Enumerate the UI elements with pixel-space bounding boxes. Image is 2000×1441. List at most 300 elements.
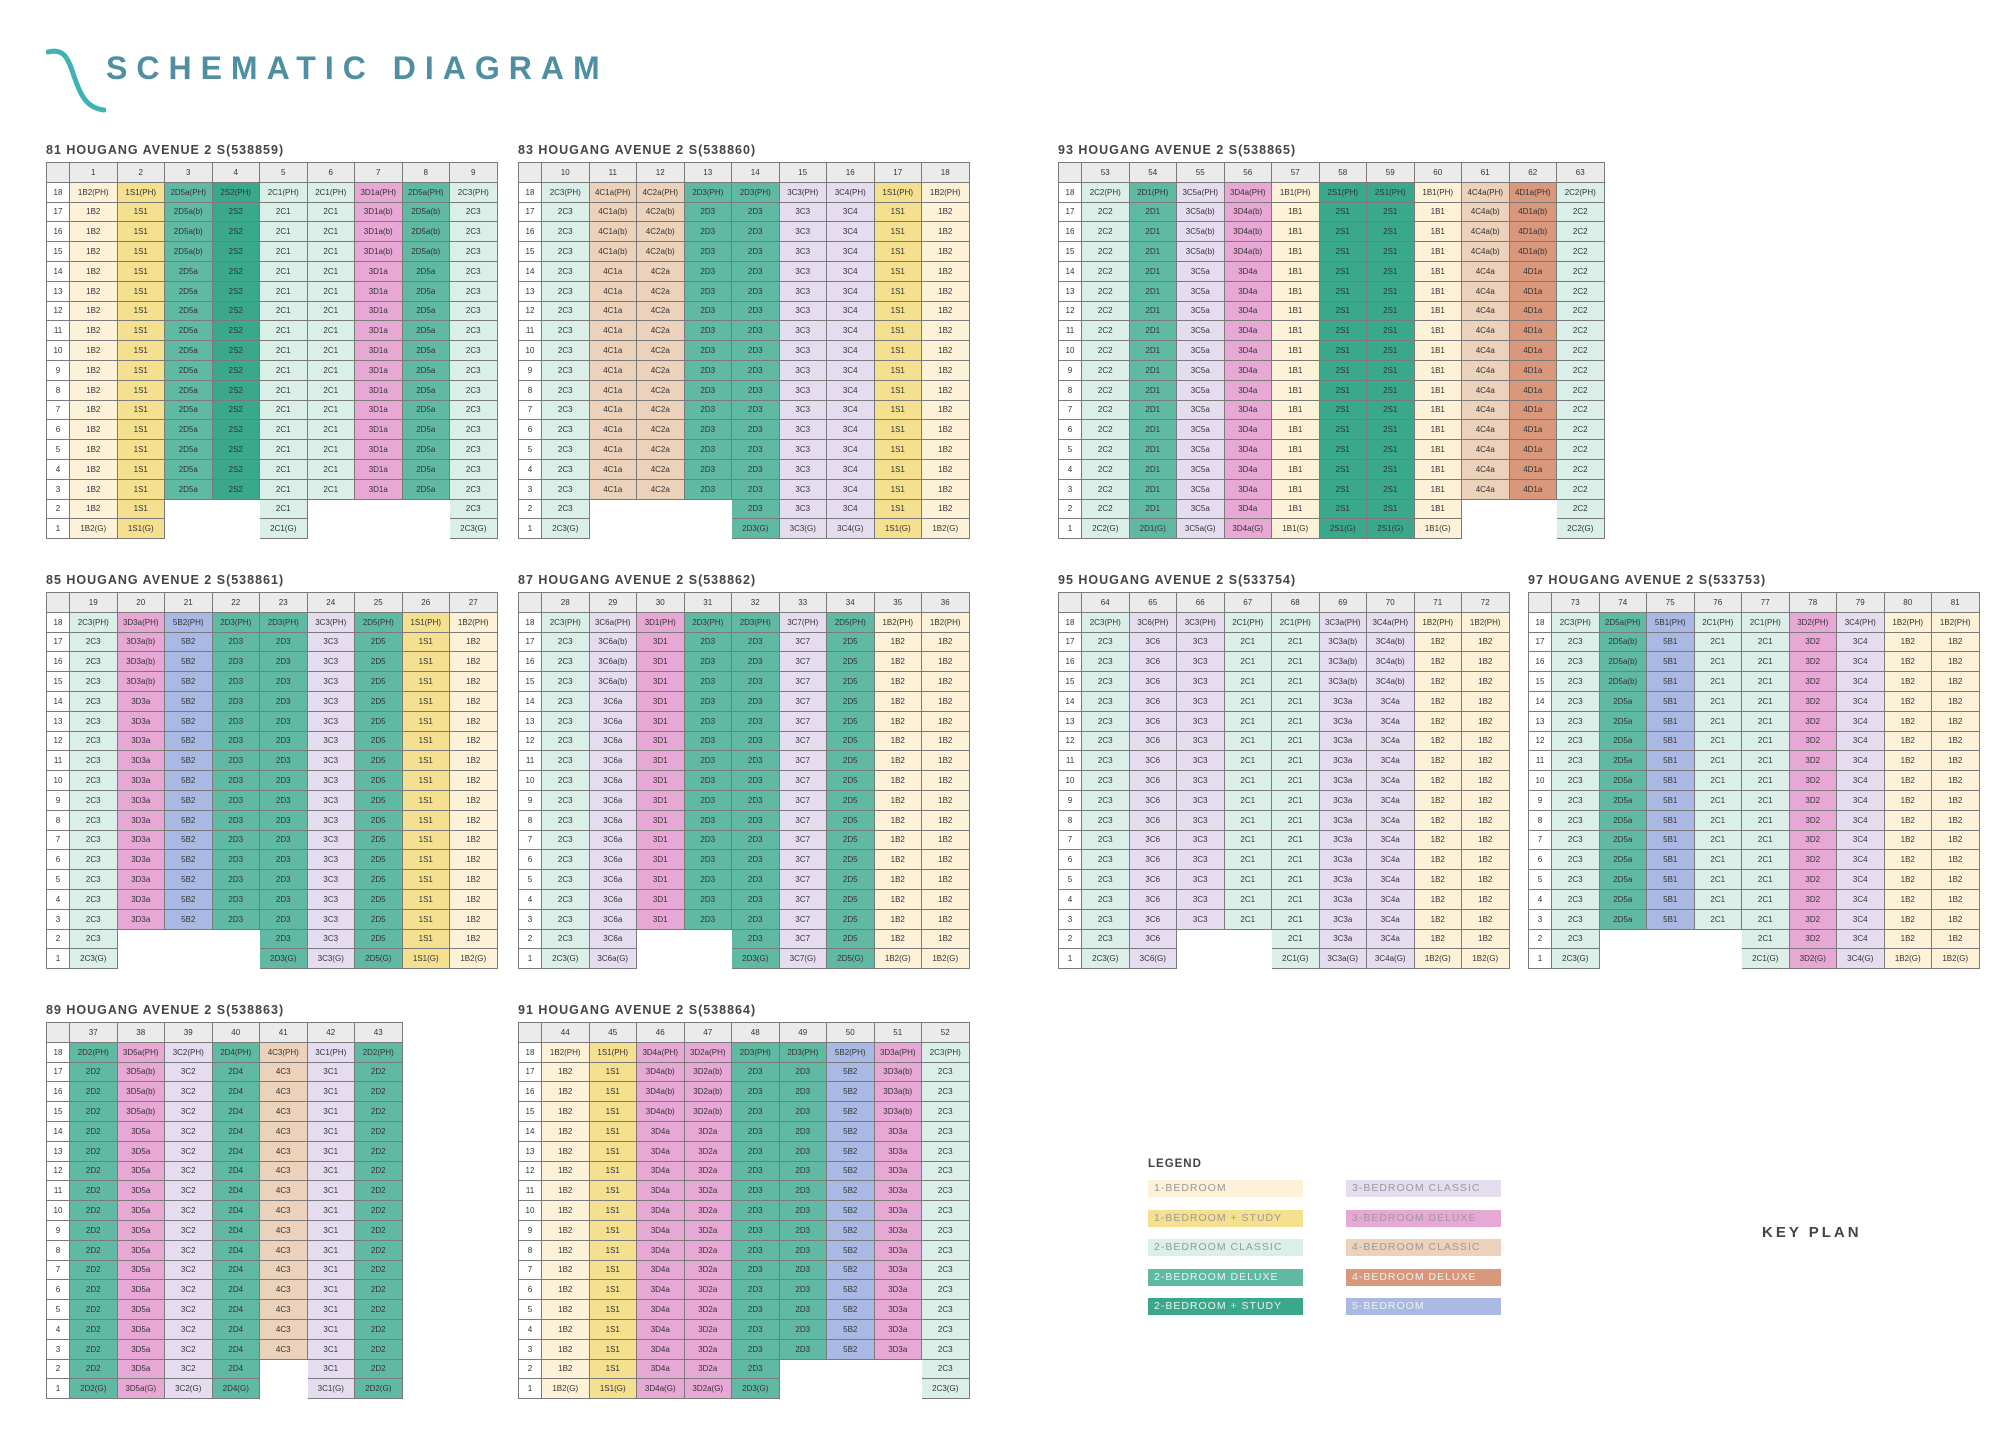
- floor-number: 17: [47, 632, 70, 652]
- unit-cell: 3C4: [827, 202, 875, 222]
- unit-grid: [518, 1022, 970, 1399]
- unit-cell: 2D3: [260, 711, 308, 731]
- unit-cell: 2C3: [1082, 711, 1130, 731]
- unit-cell: 1B2: [1462, 632, 1510, 652]
- unit-cell: 1B2: [1884, 830, 1932, 850]
- unit-cell: 1B2: [922, 771, 970, 791]
- unit-cell: 2D3: [684, 261, 732, 281]
- unit-cell: 1B2: [1932, 711, 1980, 731]
- unit-cell: 2D2: [70, 1319, 118, 1339]
- unit-cell: 2D2: [70, 1359, 118, 1379]
- floor-number: 16: [47, 222, 70, 242]
- unit-cell: 2S1: [1319, 222, 1367, 242]
- unit-cell: 2D5a: [165, 440, 213, 460]
- floor-number: 5: [1059, 870, 1082, 890]
- floor-number: 4: [519, 1319, 542, 1339]
- unit-cell: 3D1: [637, 652, 685, 672]
- floor-row: [47, 380, 498, 400]
- unit-cell: 2D1: [1129, 360, 1177, 380]
- stack-number: 75: [1647, 593, 1695, 613]
- unit-cell: 2C3: [1552, 810, 1600, 830]
- unit-cell: 2D4: [212, 1102, 260, 1122]
- unit-cell: 3C4a: [1367, 909, 1415, 929]
- unit-cell: 1B2: [922, 672, 970, 692]
- floor-row: [519, 400, 970, 420]
- unit-cell: 3D5a(b): [117, 1062, 165, 1082]
- unit-cell: 2D5a: [402, 459, 450, 479]
- unit-cell: [1694, 949, 1742, 969]
- unit-cell: 2D3(PH): [779, 1042, 827, 1062]
- unit-cell: 3C6: [1129, 929, 1177, 949]
- unit-cell: 3C3a: [1319, 870, 1367, 890]
- unit-cell: 3C4: [1837, 929, 1885, 949]
- unit-cell: 1B2: [1932, 929, 1980, 949]
- unit-cell: 2D3: [684, 751, 732, 771]
- unit-cell: 3C1: [307, 1220, 355, 1240]
- unit-cell: 3D4a: [1224, 301, 1272, 321]
- floor-number: 1: [47, 519, 70, 539]
- unit-cell: 2C3: [922, 1359, 970, 1379]
- unit-cell: 2D5a(b): [402, 222, 450, 242]
- unit-cell: 1B2: [1884, 889, 1932, 909]
- unit-cell: 2D1: [1129, 400, 1177, 420]
- unit-cell: 3D2a: [684, 1260, 732, 1280]
- unit-cell: 3C3: [307, 830, 355, 850]
- stack-number: 35: [874, 593, 922, 613]
- unit-cell: 5B1: [1647, 691, 1695, 711]
- unit-cell: 2D5a: [1599, 731, 1647, 751]
- unit-cell: 1B2: [450, 810, 498, 830]
- unit-cell: 1S1(PH): [589, 1042, 637, 1062]
- unit-cell: 3C5a: [1177, 281, 1225, 301]
- unit-cell: 1B2: [70, 380, 118, 400]
- unit-cell: 2C3(PH): [1552, 612, 1600, 632]
- unit-cell: 1S1: [874, 281, 922, 301]
- unit-cell: 3D2a(G): [684, 1379, 732, 1399]
- unit-cell: 4C1a: [589, 301, 637, 321]
- unit-cell: 2D3: [732, 321, 780, 341]
- unit-cell: 1S1: [402, 870, 450, 890]
- unit-cell: 2D3: [732, 909, 780, 929]
- unit-cell: 3D2a: [684, 1181, 732, 1201]
- unit-cell: 3D4a: [637, 1319, 685, 1339]
- unit-cell: 5B2: [165, 711, 213, 731]
- unit-cell: 3D3a: [874, 1300, 922, 1320]
- floor-row: [1059, 790, 1510, 810]
- stack-number: 11: [589, 163, 637, 183]
- floor-number: 10: [519, 341, 542, 361]
- unit-cell: 2S1: [1367, 400, 1415, 420]
- floor-row: [519, 672, 970, 692]
- unit-cell: 3C4: [1837, 652, 1885, 672]
- floor-number: 2: [1059, 499, 1082, 519]
- unit-cell: 2D3: [212, 751, 260, 771]
- unit-cell: 3C4a: [1367, 731, 1415, 751]
- unit-cell: 3C7: [779, 870, 827, 890]
- floor-number: 3: [519, 909, 542, 929]
- unit-cell: 2C3: [1552, 751, 1600, 771]
- floor-row: [1059, 222, 1605, 242]
- stack-number: 48: [732, 1023, 780, 1043]
- unit-cell: 2C2: [1082, 459, 1130, 479]
- unit-cell: 2D3: [684, 672, 732, 692]
- unit-cell: 2D5a(PH): [165, 182, 213, 202]
- unit-cell: 2D3(PH): [684, 182, 732, 202]
- unit-cell: 1B2: [542, 1319, 590, 1339]
- unit-cell: 2D3: [684, 420, 732, 440]
- unit-cell: 2D5a: [165, 301, 213, 321]
- floor-number: 9: [519, 1220, 542, 1240]
- unit-cell: 2C3: [70, 850, 118, 870]
- unit-cell: 2C3: [922, 1220, 970, 1240]
- unit-cell: 2C3: [542, 420, 590, 440]
- unit-cell: 5B1: [1647, 672, 1695, 692]
- unit-cell: 3D2a(b): [684, 1082, 732, 1102]
- unit-cell: 2C1: [307, 380, 355, 400]
- unit-cell: 2D3: [732, 479, 780, 499]
- legend-item-4d: 4-BEDROOM DELUXE: [1346, 1269, 1501, 1286]
- legend-item-1s: 1-BEDROOM + STUDY: [1148, 1210, 1303, 1227]
- stack-number: 29: [589, 593, 637, 613]
- unit-cell: 1S1: [117, 281, 165, 301]
- stack-number: 61: [1462, 163, 1510, 183]
- unit-cell: 1B2: [1932, 771, 1980, 791]
- unit-cell: 3D2: [1789, 790, 1837, 810]
- unit-cell: 1B2: [922, 889, 970, 909]
- unit-cell: 1S1: [589, 1082, 637, 1102]
- floor-number: 16: [519, 222, 542, 242]
- unit-cell: 3C1: [307, 1260, 355, 1280]
- unit-cell: 2D3: [732, 380, 780, 400]
- block-97: [1528, 572, 1980, 969]
- stack-header-row: [519, 163, 970, 183]
- unit-cell: 1S1: [117, 400, 165, 420]
- unit-cell: 2C1: [1742, 691, 1790, 711]
- unit-cell: 1B2: [542, 1161, 590, 1181]
- unit-cell: 2S1: [1367, 440, 1415, 460]
- unit-cell: 3C1: [307, 1240, 355, 1260]
- unit-cell: 2C3: [1082, 929, 1130, 949]
- unit-cell: 2D3: [732, 1240, 780, 1260]
- floor-number: 1: [519, 519, 542, 539]
- unit-cell: 2S1: [1367, 380, 1415, 400]
- unit-cell: 1B2(PH): [1414, 612, 1462, 632]
- unit-cell: 3D3a: [117, 830, 165, 850]
- unit-cell: [212, 499, 260, 519]
- unit-cell: 1B2: [1462, 810, 1510, 830]
- unit-cell: 3C4: [1837, 751, 1885, 771]
- unit-cell: 2D3: [732, 420, 780, 440]
- floor-number: 16: [1529, 652, 1552, 672]
- unit-cell: 1S1: [117, 202, 165, 222]
- floor-number: 15: [519, 1102, 542, 1122]
- unit-cell: 4C1a: [589, 281, 637, 301]
- unit-cell: [684, 929, 732, 949]
- unit-cell: 2C1: [260, 479, 308, 499]
- floor-row: [519, 420, 970, 440]
- floor-row: [1059, 632, 1510, 652]
- unit-cell: 2D3: [779, 1260, 827, 1280]
- stack-number: 25: [355, 593, 403, 613]
- unit-cell: 1B2: [1414, 790, 1462, 810]
- unit-cell: 2D1(G): [1129, 519, 1177, 539]
- unit-cell: 3D3a: [874, 1319, 922, 1339]
- unit-cell: 5B1: [1647, 870, 1695, 890]
- unit-cell: 4C4a: [1462, 479, 1510, 499]
- unit-cell: 2C3(G): [70, 949, 118, 969]
- unit-cell: 3C4: [1837, 691, 1885, 711]
- unit-cell: 4C2a: [637, 420, 685, 440]
- unit-cell: 3D2: [1789, 672, 1837, 692]
- unit-cell: 2D1: [1129, 459, 1177, 479]
- unit-cell: 3C3: [307, 889, 355, 909]
- floor-row: [519, 731, 970, 751]
- unit-cell: 4D1a(b): [1509, 222, 1557, 242]
- floor-number: 7: [47, 830, 70, 850]
- unit-cell: 2S1: [1367, 479, 1415, 499]
- unit-cell: 2C3: [450, 459, 498, 479]
- floor-number: 14: [1529, 691, 1552, 711]
- floor-number: 7: [1529, 830, 1552, 850]
- stack-number: 14: [732, 163, 780, 183]
- unit-cell: 2S1: [1367, 459, 1415, 479]
- unit-cell: 3C2: [165, 1121, 213, 1141]
- unit-cell: 5B2: [827, 1082, 875, 1102]
- unit-cell: 3D5a(G): [117, 1379, 165, 1399]
- unit-cell: 2D3: [732, 341, 780, 361]
- unit-cell: 2D5a(b): [402, 242, 450, 262]
- floor-number: 3: [1059, 479, 1082, 499]
- unit-cell: 3C1: [307, 1359, 355, 1379]
- floor-row: [519, 1240, 970, 1260]
- unit-cell: 4C2a: [637, 341, 685, 361]
- unit-cell: 2D3: [684, 830, 732, 850]
- floor-row: [519, 870, 970, 890]
- unit-cell: 4C3: [260, 1161, 308, 1181]
- unit-cell: 2C1: [1742, 632, 1790, 652]
- unit-cell: 2C1: [307, 479, 355, 499]
- unit-cell: 2S1: [1367, 222, 1415, 242]
- unit-cell: 3C3a: [1319, 929, 1367, 949]
- unit-cell: 2D5a(PH): [402, 182, 450, 202]
- unit-cell: 4C3: [260, 1280, 308, 1300]
- unit-cell: 1B2: [450, 870, 498, 890]
- unit-cell: 1B2: [70, 459, 118, 479]
- unit-cell: 2C3: [1552, 830, 1600, 850]
- unit-cell: 2D2: [355, 1082, 403, 1102]
- unit-cell: 1B2: [450, 691, 498, 711]
- unit-cell: 3C3: [307, 850, 355, 870]
- floor-row: [1059, 830, 1510, 850]
- unit-cell: 2D5: [355, 850, 403, 870]
- unit-cell: 1S1: [402, 632, 450, 652]
- block-title: 89 HOUGANG AVENUE 2 S(538863): [46, 1003, 285, 1017]
- unit-cell: 3C3: [1177, 691, 1225, 711]
- unit-cell: 2S1: [1367, 281, 1415, 301]
- unit-cell: 3D4a(b): [637, 1062, 685, 1082]
- unit-cell: 3D1a: [355, 420, 403, 440]
- unit-cell: 2C1: [1694, 731, 1742, 751]
- unit-cell: 1B2(PH): [1884, 612, 1932, 632]
- unit-cell: 3C4: [1837, 830, 1885, 850]
- unit-cell: 1S1: [117, 420, 165, 440]
- unit-cell: 3C7: [779, 889, 827, 909]
- unit-cell: 2D2: [355, 1300, 403, 1320]
- unit-cell: 2C1: [1224, 771, 1272, 791]
- unit-cell: 2S2: [212, 261, 260, 281]
- unit-cell: 2S1: [1367, 341, 1415, 361]
- unit-cell: 2D5: [355, 711, 403, 731]
- unit-cell: [307, 499, 355, 519]
- unit-cell: 2C3: [922, 1201, 970, 1221]
- unit-cell: 4C3: [260, 1240, 308, 1260]
- unit-cell: 2D5a(PH): [1599, 612, 1647, 632]
- unit-cell: 1B2(PH): [1462, 612, 1510, 632]
- unit-cell: 1S1: [874, 202, 922, 222]
- floor-number: 5: [519, 440, 542, 460]
- unit-cell: 3D5a: [117, 1240, 165, 1260]
- unit-cell: 2D2: [70, 1181, 118, 1201]
- unit-cell: 1B2: [1462, 929, 1510, 949]
- unit-cell: 1B2: [874, 830, 922, 850]
- unit-cell: 3C3a: [1319, 909, 1367, 929]
- unit-cell: 2D3: [684, 889, 732, 909]
- unit-cell: 2C1: [307, 301, 355, 321]
- unit-cell: [684, 519, 732, 539]
- floor-number: 5: [1059, 440, 1082, 460]
- unit-cell: 1B1: [1272, 479, 1320, 499]
- unit-cell: 2D3: [779, 1201, 827, 1221]
- unit-cell: 3C4a: [1367, 870, 1415, 890]
- unit-cell: 1S1: [874, 222, 922, 242]
- unit-cell: 2D5: [827, 790, 875, 810]
- unit-cell: 2D4: [212, 1121, 260, 1141]
- unit-cell: 1S1: [874, 420, 922, 440]
- unit-cell: 2S1(G): [1367, 519, 1415, 539]
- unit-cell: 4C1a: [589, 420, 637, 440]
- unit-cell: 3D1: [637, 632, 685, 652]
- unit-cell: 1B2: [70, 400, 118, 420]
- unit-cell: 2C3: [70, 672, 118, 692]
- stack-number: 8: [402, 163, 450, 183]
- unit-cell: 2C2: [1557, 222, 1605, 242]
- unit-cell: 2D3: [684, 281, 732, 301]
- unit-cell: 2C1: [307, 400, 355, 420]
- unit-cell: [260, 1359, 308, 1379]
- unit-cell: 1S1: [589, 1121, 637, 1141]
- unit-cell: 3C1: [307, 1181, 355, 1201]
- unit-cell: 2S1: [1319, 242, 1367, 262]
- unit-cell: 4C4a(PH): [1462, 182, 1510, 202]
- floor-number: 8: [519, 380, 542, 400]
- unit-cell: 2C1: [1224, 830, 1272, 850]
- floor-row: [519, 479, 970, 499]
- unit-cell: 2D5a: [402, 341, 450, 361]
- floor-number: 17: [1059, 202, 1082, 222]
- unit-cell: 2D3(G): [260, 949, 308, 969]
- unit-cell: 3D2: [1789, 751, 1837, 771]
- unit-cell: 2C1: [260, 440, 308, 460]
- floor-number: 2: [519, 499, 542, 519]
- unit-cell: 1B2: [1884, 909, 1932, 929]
- floor-row: [47, 1161, 403, 1181]
- unit-cell: 1S1: [117, 380, 165, 400]
- unit-cell: 2C1: [260, 321, 308, 341]
- floor-row: [1059, 420, 1605, 440]
- unit-cell: 2D3: [212, 652, 260, 672]
- unit-cell: 5B2: [165, 672, 213, 692]
- floor-number: 17: [519, 202, 542, 222]
- unit-cell: 1B2(G): [70, 519, 118, 539]
- floor-number: 12: [519, 301, 542, 321]
- unit-cell: 2C3: [542, 479, 590, 499]
- unit-cell: 3D5a: [117, 1260, 165, 1280]
- floor-number: 17: [1059, 632, 1082, 652]
- unit-cell: 1B2(PH): [450, 612, 498, 632]
- unit-cell: 2C3: [542, 281, 590, 301]
- unit-cell: 3C2: [165, 1161, 213, 1181]
- unit-cell: 2C2: [1557, 420, 1605, 440]
- unit-cell: 3C4: [1837, 790, 1885, 810]
- unit-cell: 1B1: [1272, 440, 1320, 460]
- unit-cell: 3C7: [779, 909, 827, 929]
- unit-cell: 3C3: [779, 459, 827, 479]
- floor-number: 13: [519, 281, 542, 301]
- floor-number: 9: [47, 790, 70, 810]
- stack-number: 52: [922, 1023, 970, 1043]
- unit-cell: 2D4: [212, 1082, 260, 1102]
- unit-cell: 2D3: [684, 360, 732, 380]
- unit-cell: 1B2: [1884, 870, 1932, 890]
- unit-cell: 2C1: [1694, 790, 1742, 810]
- unit-cell: 1B2: [874, 672, 922, 692]
- unit-cell: 3D3a: [874, 1240, 922, 1260]
- unit-cell: 2C3: [542, 301, 590, 321]
- unit-cell: 4D1a: [1509, 459, 1557, 479]
- unit-cell: [779, 1359, 827, 1379]
- unit-cell: 3C6(G): [1129, 949, 1177, 969]
- floor-number: 4: [47, 459, 70, 479]
- unit-cell: 2C1: [260, 499, 308, 519]
- unit-cell: 5B2: [165, 790, 213, 810]
- stack-number: 36: [922, 593, 970, 613]
- unit-cell: 4C4a(b): [1462, 242, 1510, 262]
- unit-cell: 1S1: [589, 1181, 637, 1201]
- unit-cell: 3C1: [307, 1082, 355, 1102]
- unit-cell: 2D3: [260, 909, 308, 929]
- unit-cell: 2C3: [450, 499, 498, 519]
- unit-cell: 3C3(PH): [307, 612, 355, 632]
- unit-cell: 2C3: [542, 672, 590, 692]
- unit-cell: 5B1(PH): [1647, 612, 1695, 632]
- unit-cell: 2C1: [1694, 810, 1742, 830]
- unit-cell: 4C2a(b): [637, 202, 685, 222]
- stack-number: 18: [922, 163, 970, 183]
- unit-cell: 2C1: [1694, 632, 1742, 652]
- unit-cell: 2S1: [1319, 400, 1367, 420]
- unit-cell: 4D1a: [1509, 479, 1557, 499]
- unit-cell: 2D3: [684, 321, 732, 341]
- unit-cell: 1S1: [117, 479, 165, 499]
- unit-cell: 2D3: [684, 459, 732, 479]
- unit-cell: 2C3: [542, 909, 590, 929]
- unit-cell: 1B2: [1884, 672, 1932, 692]
- floor-row: [47, 949, 498, 969]
- unit-cell: 1B2: [1932, 830, 1980, 850]
- unit-cell: 2C1: [1272, 652, 1320, 672]
- unit-cell: [1177, 929, 1225, 949]
- stack-number: 42: [307, 1023, 355, 1043]
